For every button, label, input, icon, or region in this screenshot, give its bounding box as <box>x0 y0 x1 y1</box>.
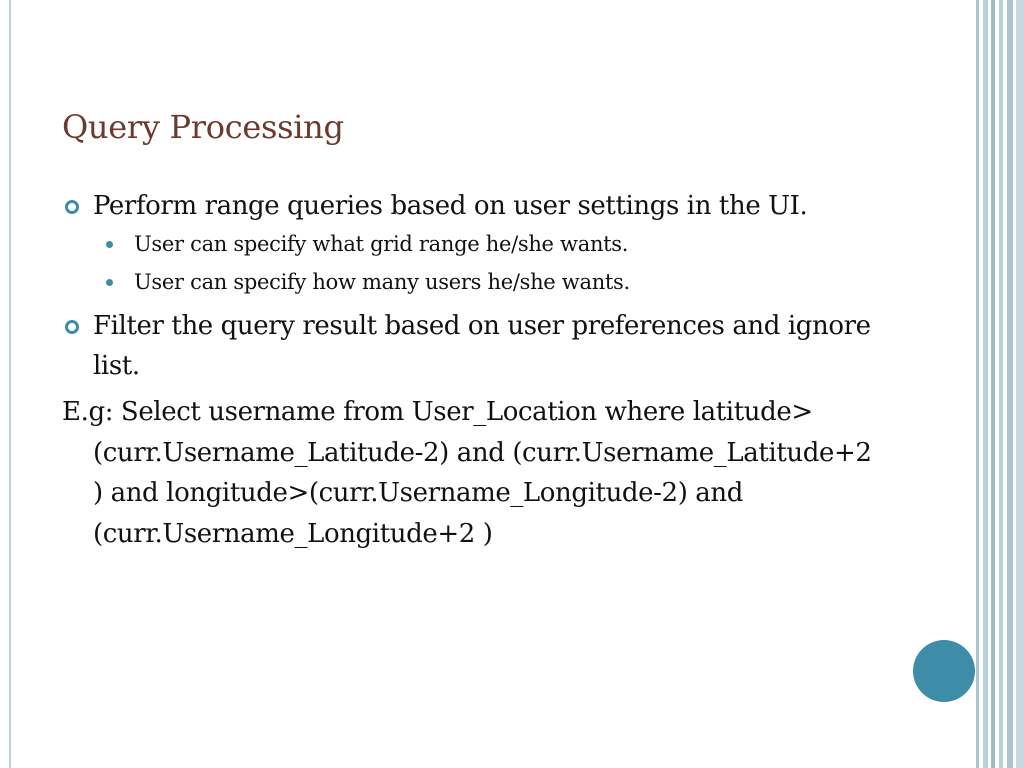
dot-bullet-icon <box>106 279 113 286</box>
right-stripe <box>1016 0 1024 768</box>
sub-bullet-text: User can specify how many users he/she wants. <box>134 270 630 294</box>
right-stripe <box>983 0 988 768</box>
sub-bullet-item <box>62 230 882 258</box>
right-stripe <box>1007 0 1013 768</box>
ring-bullet-icon <box>65 320 79 334</box>
bullet-item <box>62 306 882 386</box>
circle-decoration <box>913 640 975 702</box>
right-stripe <box>991 0 995 768</box>
example-query-text: E.g: Select username from User_Location where latitude>(curr.Username_Latitude-2) and (curr.Username_Latitude+2 ) and longitude>(curr.Username_Longitude-2) and (curr.Username_Longitude+2 ) <box>62 397 872 549</box>
slide-title: Query Processing <box>62 108 344 146</box>
sub-bullet-text: User can specify what grid range he/she wants. <box>134 232 629 256</box>
bullet-item <box>62 186 882 226</box>
ring-bullet-icon <box>65 200 79 214</box>
right-stripe <box>976 0 979 768</box>
dot-bullet-icon <box>106 241 113 248</box>
slide-body <box>62 186 882 554</box>
bullet-text: Perform range queries based on user settings in the UI. <box>93 191 808 221</box>
right-stripe <box>999 0 1003 768</box>
bullet-text: Filter the query result based on user preferences and ignore list. <box>93 311 871 381</box>
left-border-line <box>9 0 11 768</box>
sub-bullet-item <box>62 268 882 296</box>
